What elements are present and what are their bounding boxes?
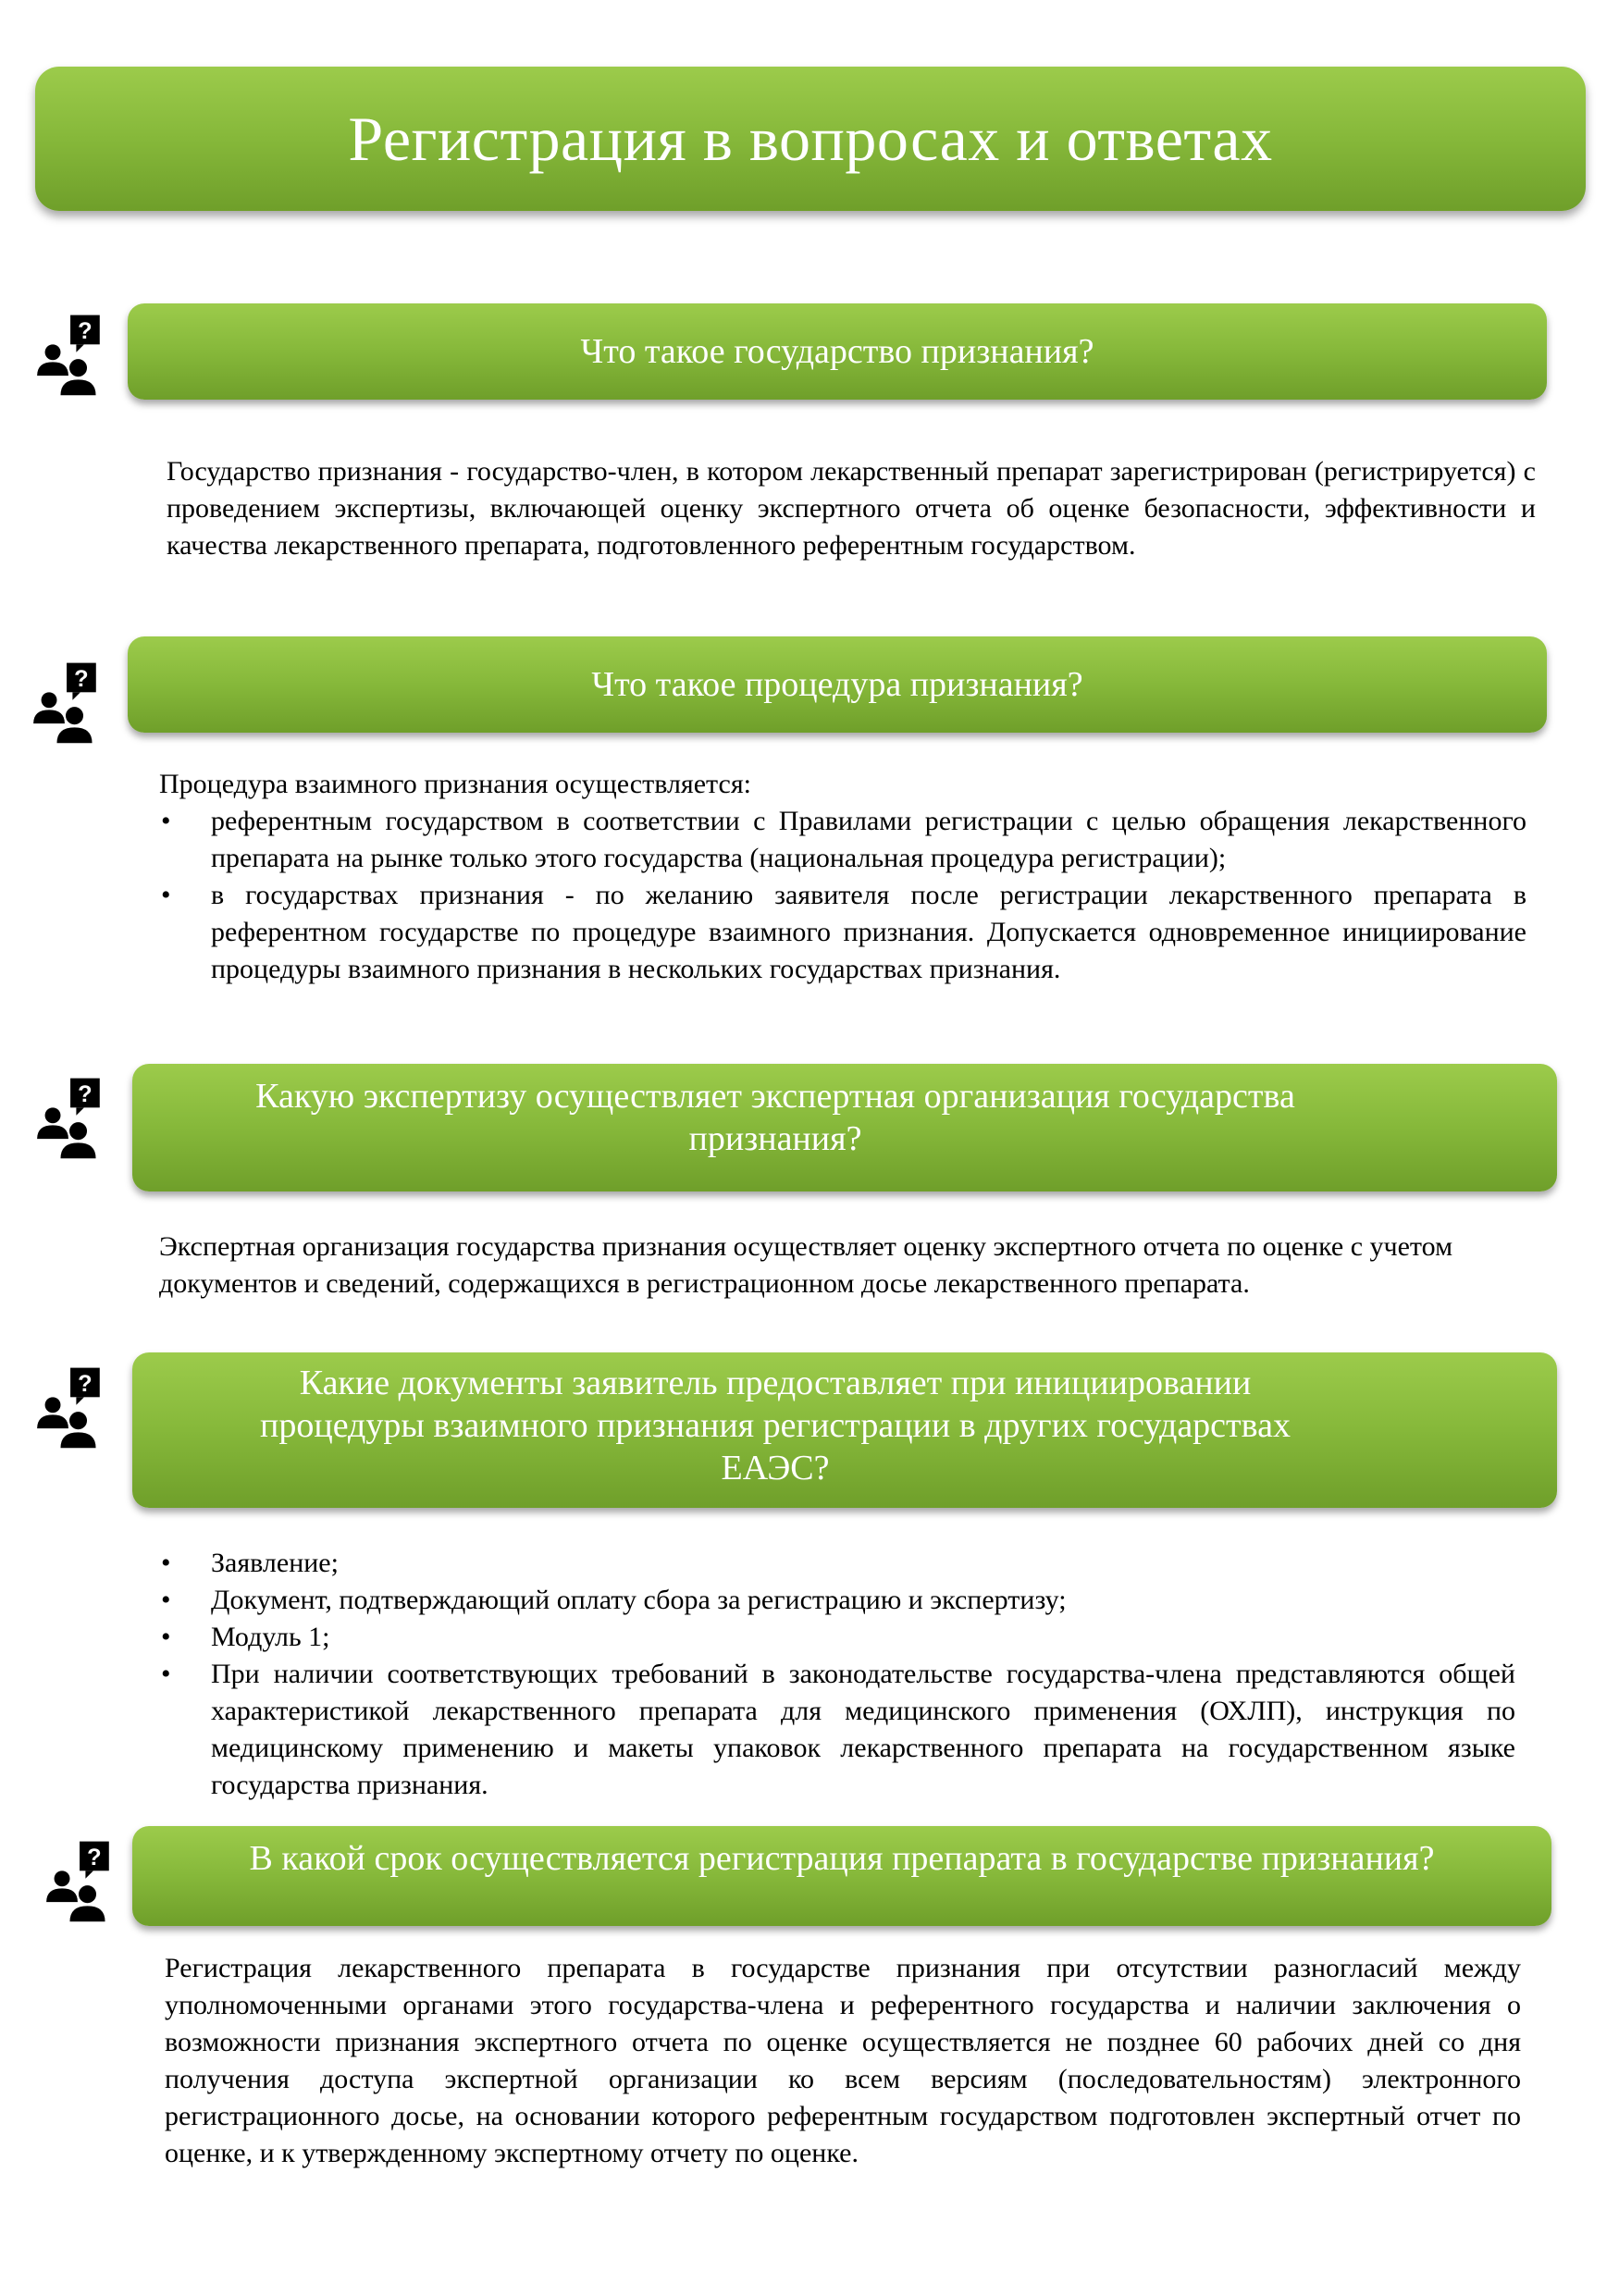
question-text-line: ЕАЭС? (721, 1449, 830, 1487)
question-banner-2 (128, 636, 1547, 733)
answer-text: Экспертная организация государства признания осуществляет оценку экспертного отчета по оценке с учетом документов и сведений, содержащихся в регистрационном досье лекарственного препарата. (159, 1231, 1453, 1299)
question-banner-1 (128, 303, 1547, 400)
list-item: • Заявление; (159, 1545, 1515, 1582)
bullet-list (159, 803, 1526, 988)
question-banner-5 (132, 1826, 1551, 1926)
answer-block-5 (165, 1950, 1521, 2172)
list-item: • При наличии соответствующих требований в законодательстве государства-члена представляются общей характеристикой лекарственного препарата для медицинского применения (ОХЛП), инструкция по медицинскому применению и макеты упаковок лекарственного препарата на государственном языке государства признания. (159, 1656, 1515, 1804)
list-item: • в государствах признания - по желанию заявителя после регистрации лекарственного препарата в референтном государстве по процедуре взаимного признания. Допускается одновременное инициирование процедуры взаимного признания в нескольких государствах признания. (159, 877, 1526, 988)
question-banner-3 (132, 1064, 1557, 1191)
question-text: В какой срок осуществляется регистрация препарата в государстве признания? (249, 1839, 1435, 1878)
bullet-list (159, 1545, 1515, 1804)
question-text-line: процедуры взаимного признания регистрации в других государствах (260, 1406, 1291, 1445)
list-item: • Модуль 1; (159, 1619, 1515, 1656)
question-text: Что такое государство признания? (580, 332, 1094, 371)
question-people-icon (35, 1078, 104, 1161)
answer-text: Государство признания - государство-член, в котором лекарственный препарат зарегистрирован (регистрируется) с проведением экспертизы, включающей оценку экспертного отчета об оценке безопасности, эффективности и качества лекарственного препарата, подготовленного референтным государством. (167, 456, 1536, 561)
answer-block-2 (159, 766, 1526, 988)
list-item: • референтным государством в соответствии с Правилами регистрации с целью обращения лекарственного препарата на рынке только этого государства (национальная процедура регистрации); (159, 803, 1526, 877)
answer-block-3 (159, 1228, 1526, 1302)
title-banner (35, 67, 1586, 211)
question-people-icon (35, 315, 104, 398)
page-title: Регистрация в вопросах и ответах (348, 103, 1273, 174)
answer-intro: Процедура взаимного признания осуществляется: (159, 769, 751, 799)
question-text-line: Какие документы заявитель предоставляет при инициировании (299, 1364, 1252, 1402)
list-item: • Документ, подтверждающий оплату сбора за регистрацию и экспертизу; (159, 1582, 1515, 1619)
answer-block-4 (159, 1545, 1515, 1804)
question-text: Что такое процедура признания? (591, 665, 1083, 704)
question-people-icon (35, 1367, 104, 1450)
answer-block-1 (167, 453, 1536, 564)
question-people-icon (44, 1841, 113, 1924)
question-text-line: Какую экспертизу осуществляет экспертная организация государства (255, 1077, 1295, 1116)
question-text-line: признания? (688, 1119, 862, 1158)
answer-text: Регистрация лекарственного препарата в государстве признания при отсутствии разногласий между уполномоченными органами этого государства-члена и референтного государства и наличии заключения о возможности признания экспертного отчета по оценке осуществляется не позднее 60 рабочих дней со дня получения доступа экспертной организации ко всем версиям (последовательностям) электронного регистрационного досье, на основании которого референтным государством подготовлен экспертный отчет по оценке, и к утвержденному экспертному отчету по оценке. (165, 1953, 1521, 2168)
question-banner-4 (132, 1352, 1557, 1508)
question-people-icon (31, 662, 100, 746)
